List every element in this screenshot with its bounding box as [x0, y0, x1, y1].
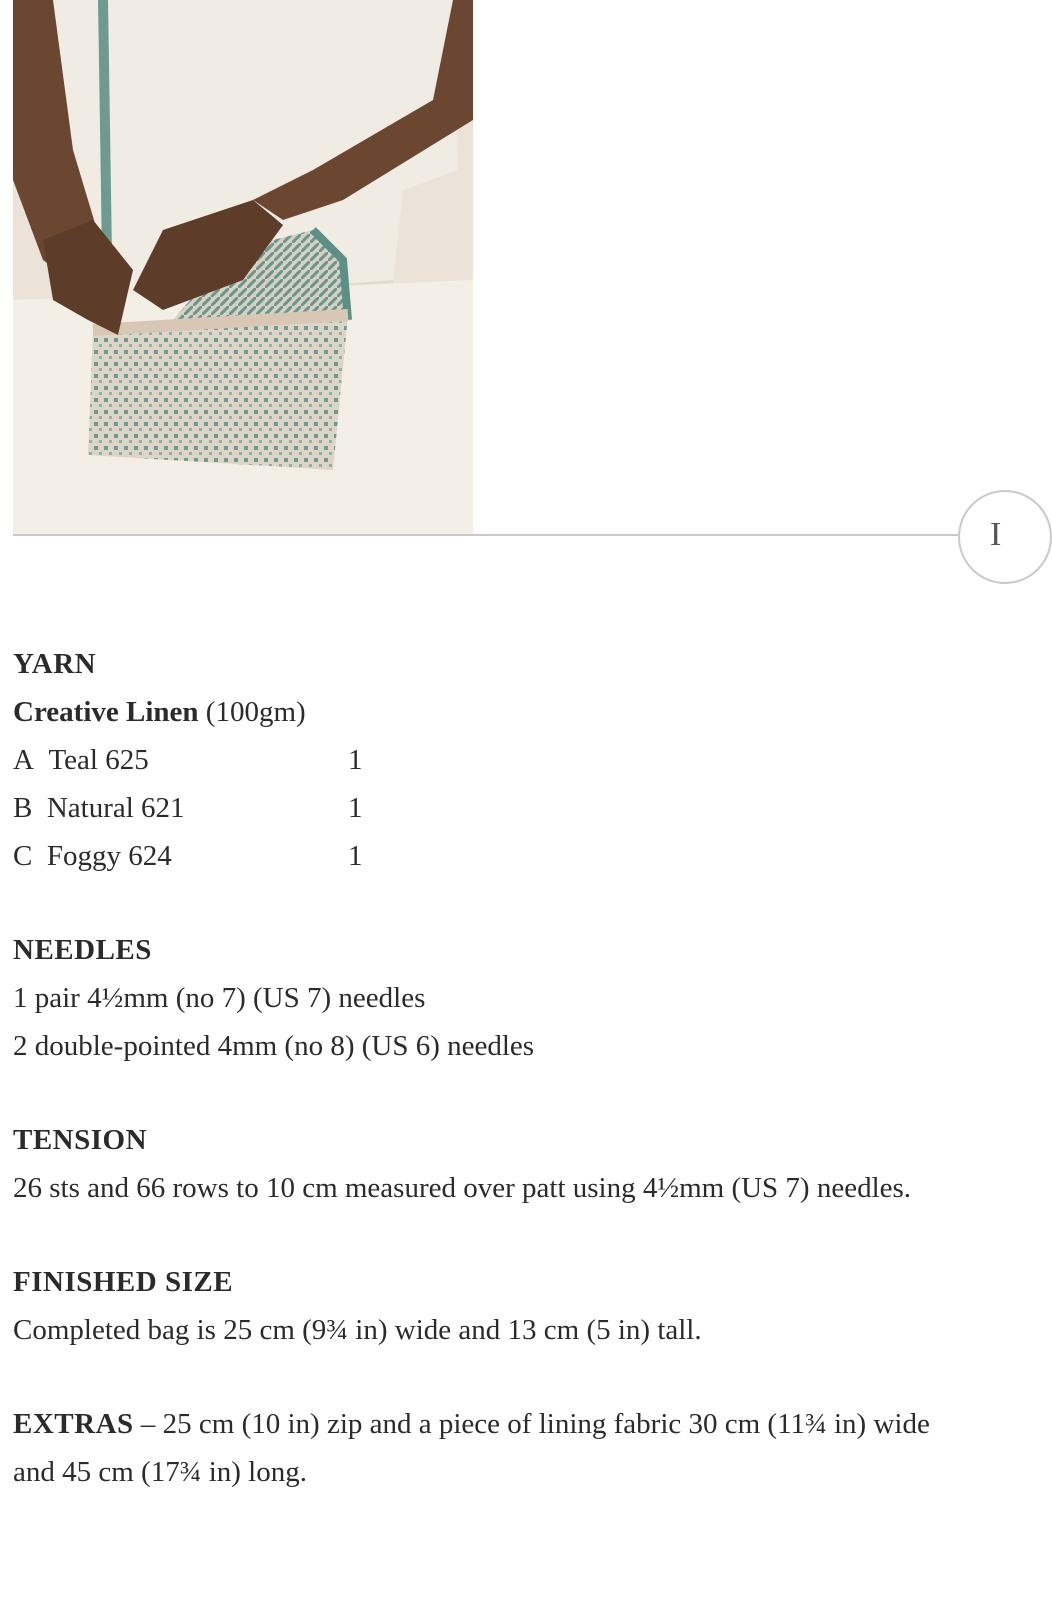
product-photo — [13, 0, 473, 535]
tension-text: 26 sts and 66 rows to 10 cm measured over patt using 4½mm (US 7) needles. — [13, 1172, 912, 1204]
yarn-product — [13, 688, 973, 736]
yarn-row-label: C Foggy 624 — [13, 840, 172, 872]
extras-section — [13, 1400, 943, 1496]
page-tab-glyph: I — [990, 516, 1002, 553]
bag-illustration — [13, 0, 473, 535]
yarn-row-qty: 1 — [348, 792, 363, 824]
yarn-row-label: B Natural 621 — [13, 792, 185, 824]
tension-heading: TENSION — [13, 1124, 148, 1156]
yarn-row — [13, 832, 973, 880]
finished-size-text: Completed bag is 25 cm (9¾ in) wide and 13 cm (5 in) tall. — [13, 1314, 702, 1346]
yarn-heading: YARN — [13, 648, 97, 680]
yarn-product-weight: (100gm) — [205, 696, 306, 728]
yarn-product-name: Creative Linen — [13, 696, 199, 728]
needles-section — [13, 926, 973, 1070]
yarn-row — [13, 736, 973, 784]
yarn-row — [13, 784, 973, 832]
needles-line: 1 pair 4½mm (no 7) (US 7) needles — [13, 982, 426, 1014]
page-tab — [958, 490, 1052, 584]
extras-heading: EXTRAS — [13, 1408, 134, 1440]
tension-section — [13, 1116, 973, 1212]
extras-text: – 25 cm (10 in) zip and a piece of lining fabric 30 cm (11¾ in) wide and 45 cm (17¾ in) long. — [13, 1408, 930, 1488]
finished-size-heading: FINISHED SIZE — [13, 1266, 234, 1298]
pattern-info — [13, 640, 973, 1542]
yarn-row-label: A Teal 625 — [13, 744, 149, 776]
yarn-row-qty: 1 — [348, 840, 363, 872]
divider-rule — [13, 534, 960, 536]
finished-size-section — [13, 1258, 973, 1354]
needles-line: 2 double-pointed 4mm (no 8) (US 6) needles — [13, 1030, 535, 1062]
yarn-row-qty: 1 — [348, 744, 363, 776]
needles-heading: NEEDLES — [13, 934, 152, 966]
yarn-section — [13, 640, 973, 880]
